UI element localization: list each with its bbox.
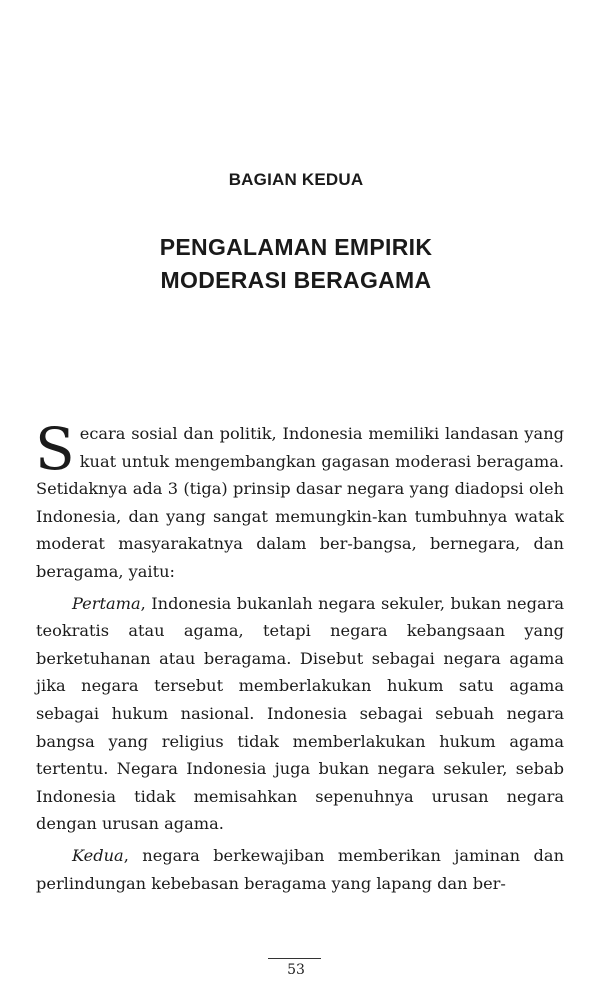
chapter-title-line-1: PENGALAMAN EMPIRIK [159,234,433,260]
page-number: 53 [287,962,305,978]
paragraph-kedua-text: , negara berkewajiban memberikan jaminan dan perlindungan kebebasan beragama yang lapang dan ber- [36,845,564,893]
paragraph-pertama-text: , Indonesia bukanlah negara sekuler, bukan negara teokratis atau agama, tetapi negara kebangsaan yang berketuhanan atau beragama. Disebut sebagai negara agama jika negara tersebut memberlakukan hukum satu agama sebagai hukum nasional. Indonesia sebagai sebuah negara bangsa yang religius tidak memberlakukan hukum agama tertentu. Negara Indonesia juga bukan negara sekuler, sebab Indonesia tidak memisahkan sepenuhnya urusan negara dengan urusan agama. [36,593,564,834]
paragraph-kedua-lead: Kedua [72,845,124,865]
paragraph-intro-text: ecara sosial dan politik, Indonesia memiliki landasan yang kuat untuk mengembangkan gagasan moderasi beragama. Setidaknya ada 3 (tiga) prinsip dasar negara yang diadopsi oleh Indonesia, dan yang sangat memungkin-kan tumbuhnya watak moderat masyarakatnya dalam ber-bangsa, bernegara, dan beragama, yaitu: [36,424,564,581]
footer-rule [268,958,321,959]
paragraph-pertama [36,590,564,838]
chapter-title [0,231,592,297]
paragraph-intro [35,415,564,586]
section-label: BAGIAN KEDUA [228,170,364,189]
drop-cap: S [35,415,75,483]
paragraph-kedua [36,842,564,897]
paragraph-pertama-lead: Pertama [72,593,141,613]
chapter-title-line-2: MODERASI BERAGAMA [160,267,432,293]
body-text [35,415,564,901]
